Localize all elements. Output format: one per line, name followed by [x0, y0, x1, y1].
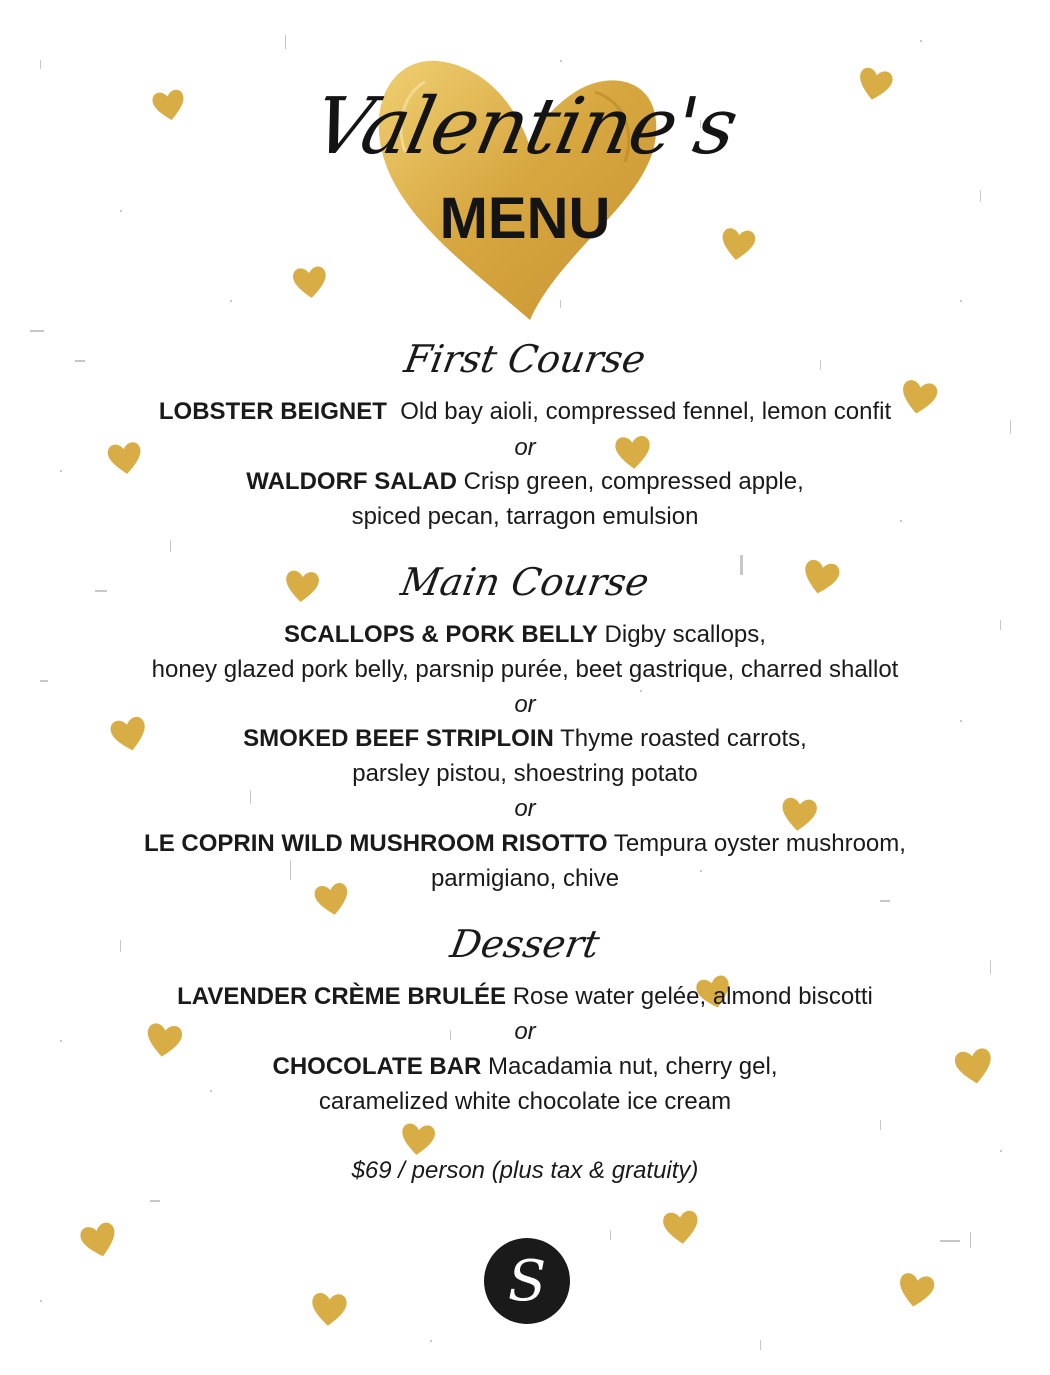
valentines-script-title: Valentine's — [305, 82, 745, 172]
item-description: Rose water gelée, almond biscotti — [512, 983, 873, 1010]
gold-heart-icon — [895, 1267, 937, 1313]
menu-item-chocolate-bar — [0, 1052, 1050, 1082]
dessert-heading: Dessert — [447, 922, 603, 966]
menu-item-creme-brulee — [0, 982, 1050, 1012]
item-name: LOBSTER BEIGNET — [158, 398, 387, 425]
gold-heart-icon — [308, 1287, 350, 1331]
menu-item-smoked-beef-striploin — [0, 724, 1050, 754]
item-description-continued: honey glazed pork belly, parsnip purée, beet gastrique, charred shallot — [151, 656, 899, 683]
item-description: Old bay aioli, compressed fennel, lemon confit — [400, 398, 892, 425]
item-description-continued: spiced pecan, tarragon emulsion — [351, 503, 699, 530]
menu-item-waldorf-salad — [0, 467, 1050, 497]
menu-item-scallops-pork-belly — [0, 620, 1050, 650]
item-description: Crisp green, compressed apple, — [463, 468, 804, 495]
item-name: SMOKED BEEF STRIPLOIN — [243, 725, 554, 752]
or-separator: or — [514, 434, 536, 461]
or-separator: or — [514, 691, 536, 718]
restaurant-logo-icon — [484, 1238, 570, 1324]
item-name: LAVENDER CRÈME BRULÉE — [177, 983, 507, 1010]
or-separator: or — [514, 795, 536, 822]
item-name: SCALLOPS & PORK BELLY — [284, 621, 598, 648]
item-name: CHOCOLATE BAR — [272, 1053, 482, 1080]
item-description: Tempura oyster mushroom, — [613, 830, 906, 857]
logo-letter: S — [507, 1249, 547, 1314]
gold-heart-icon — [660, 1205, 702, 1249]
main-course-heading: Main Course — [397, 560, 653, 604]
item-description: Digby scallops, — [604, 621, 766, 648]
item-description-continued: caramelized white chocolate ice cream — [318, 1088, 732, 1115]
gold-heart-icon — [290, 260, 330, 304]
item-description-continued: parsley pistou, shoestring potato — [352, 760, 698, 787]
item-description: Thyme roasted carrots, — [560, 725, 807, 752]
gold-heart-icon — [398, 1117, 438, 1161]
item-name: LE COPRIN WILD MUSHROOM RISOTTO — [144, 830, 608, 857]
gold-heart-icon — [78, 1217, 120, 1263]
item-description: Macadamia nut, cherry gel, — [488, 1053, 778, 1080]
menu-item-mushroom-risotto — [0, 829, 1050, 859]
first-course-heading: First Course — [401, 337, 649, 381]
item-name: WALDORF SALAD — [246, 468, 457, 495]
or-separator: or — [514, 1018, 536, 1045]
item-description-continued: parmigiano, chive — [430, 865, 620, 892]
price-text: $69 / person (plus tax & gratuity) — [351, 1157, 699, 1184]
menu-title: MENU — [439, 186, 611, 251]
menu-item-lobster-beignet — [0, 397, 1050, 427]
